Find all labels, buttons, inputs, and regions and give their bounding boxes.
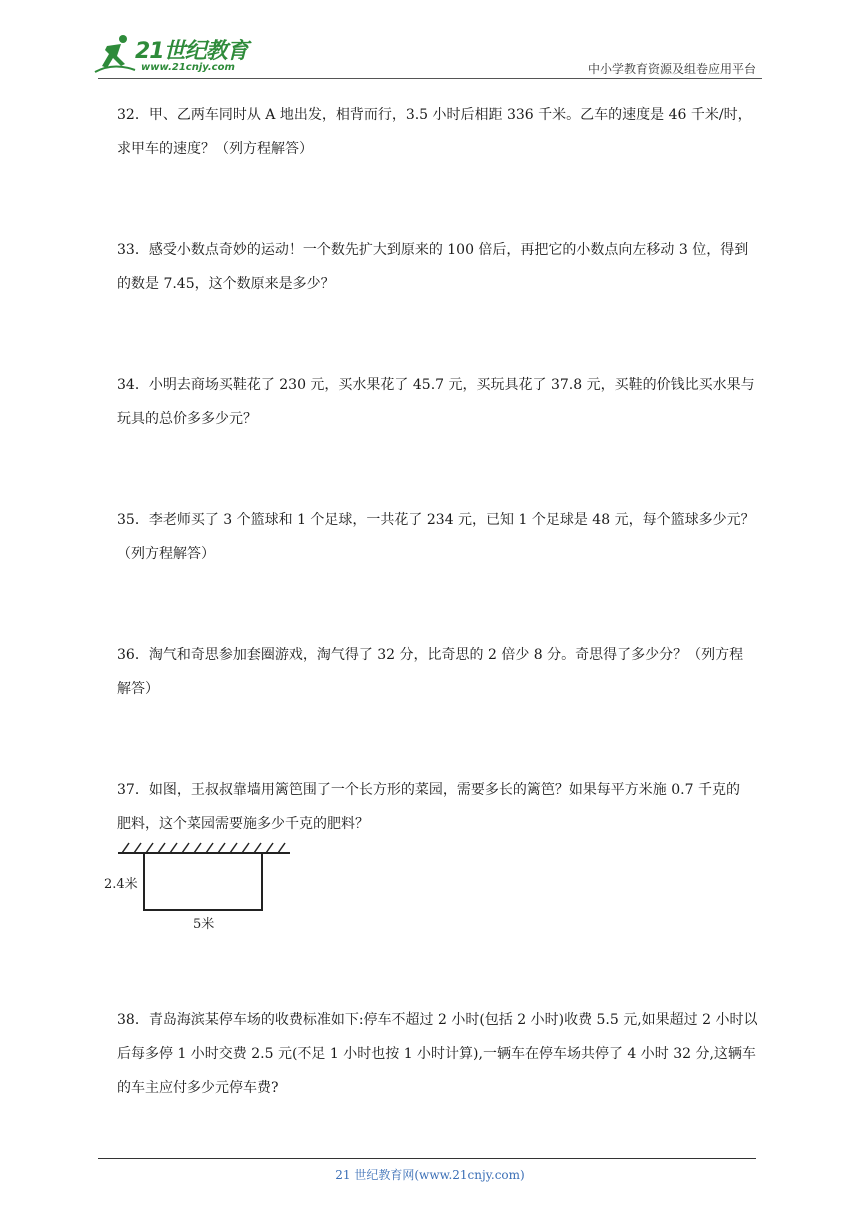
question-34-line-1: 34．小明去商场买鞋花了 230 元，买水果花了 45.7 元，买玩具花了 37.8 元，买鞋的价钱比买水果与 <box>117 377 755 393</box>
question-32-line-2: 求甲车的速度？（列方程解答） <box>117 141 313 157</box>
question-33 <box>117 233 762 301</box>
garden-figure <box>100 838 300 938</box>
question-35-line-2: （列方程解答） <box>117 546 215 562</box>
question-34 <box>117 368 762 436</box>
question-38-line-3: 的车主应付多少元停车费? <box>117 1080 279 1096</box>
wall-hatching <box>122 843 285 853</box>
header-divider <box>98 78 762 79</box>
question-35-line-1: 35．李老师买了 3 个篮球和 1 个足球，一共花了 234 元，已知 1 个足球是 48 元，每个篮球多少元？ <box>117 512 755 528</box>
logo <box>93 32 263 78</box>
question-33-line-2: 的数是 7.45，这个数原来是多少？ <box>117 276 335 292</box>
question-36-line-2: 解答） <box>117 681 159 697</box>
height-label: 2.4米 <box>104 877 138 892</box>
footer-divider <box>98 1158 756 1159</box>
header-platform-text: 中小学教育资源及组卷应用平台 <box>587 62 756 76</box>
question-38-line-1: 38．青岛海滨某停车场的收费标准如下:停车不超过 2 小时(包括 2 小时)收费 5.5 元,如果超过 2 小时以 <box>117 1012 758 1028</box>
question-38-line-2: 后每多停 1 小时交费 2.5 元(不足 1 小时也按 1 小时计算),一辆车在停车场共停了 4 小时 32 分,这辆车 <box>117 1046 756 1062</box>
garden-fence <box>144 853 262 910</box>
question-37-line-2: 肥料，这个菜园需要施多少千克的肥料？ <box>117 816 369 832</box>
question-32 <box>117 98 762 166</box>
garden-diagram <box>100 838 300 938</box>
question-35 <box>117 503 762 571</box>
question-34-line-2: 玩具的总价多多少元？ <box>117 411 257 427</box>
question-36-line-1: 36．淘气和奇思参加套圈游戏，淘气得了 32 分，比奇思的 2 倍少 8 分。奇思得了多少分？（列方程 <box>117 647 744 663</box>
runner-icon <box>93 32 137 76</box>
question-37-line-1: 37．如图，王叔叔靠墙用篱笆围了一个长方形的菜园，需要多长的篱笆？如果每平方米施 0.7 千克的 <box>117 782 740 798</box>
question-32-line-1: 32．甲、乙两车同时从 A 地出发，相背而行，3.5 小时后相距 336 千米。乙车的速度是 46 千米/时， <box>117 107 752 123</box>
width-label: 5米 <box>193 917 215 932</box>
question-37 <box>117 773 762 841</box>
question-36 <box>117 638 762 706</box>
question-38 <box>117 1003 762 1105</box>
logo-text: 21世纪教育 <box>135 39 248 64</box>
page-header <box>0 0 860 80</box>
question-33-line-1: 33．感受小数点奇妙的运动！一个数先扩大到原来的 100 倍后，再把它的小数点向左移动 3 位，得到 <box>117 242 749 258</box>
logo-url: www.21cnjy.com <box>141 62 235 73</box>
page-footer: 21 世纪教育网(www.21cnjy.com) <box>335 1168 525 1182</box>
